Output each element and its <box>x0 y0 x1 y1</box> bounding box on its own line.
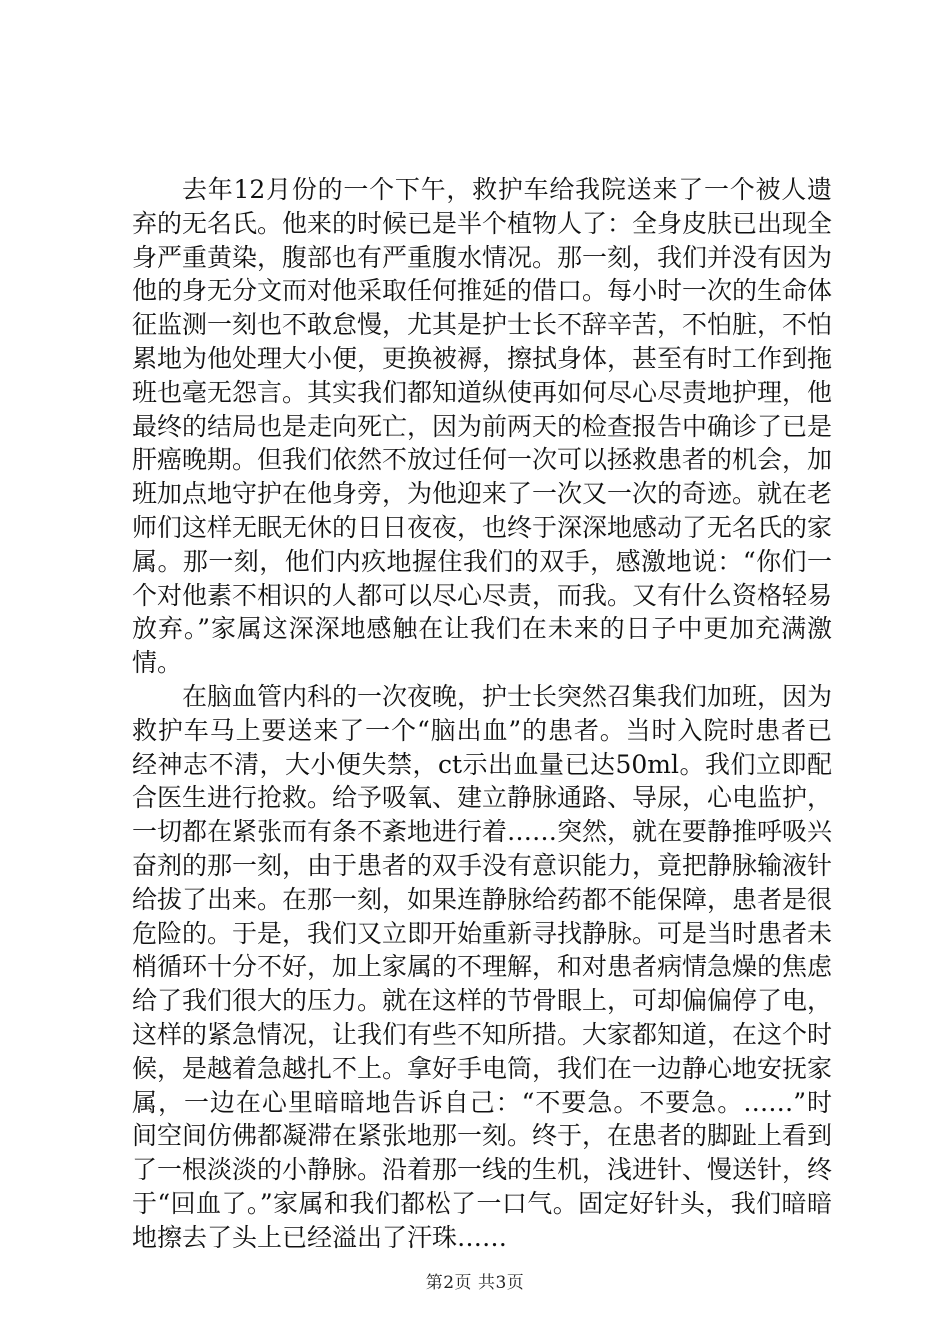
paragraph-1: 去年12月份的一个下午，救护车给我院送来了一个被人遗弃的无名氏。他来的时候已是半个植物人了：全身皮肤已出现全身严重黄染，腹部也有严重腹水情况。那一刻，我们并没有因为他的身无分文而对他采取任何推延的借口。每小时一次的生命体征监测一刻也不敢怠慢，尤其是护士长不辞辛苦，不怕脏，不怕累地为他处理大小便，更换被褥，擦拭身体，甚至有时工作到拖班也毫无怨言。其实我们都知道纵使再如何尽心尽责地护理，他最终的结局也是走向死亡，因为前两天的检查报告中确诊了已是肝癌晚期。但我们依然不放过任何一次可以拯救患者的机会，加班加点地守护在他身旁，为他迎来了一次又一次的奇迹。就在老师们这样无眠无休的日日夜夜，也终于深深地感动了无名氏的家属。那一刻，他们内疚地握住我们的双手，感激地说：“你们一个对他素不相识的人都可以尽心尽责，而我。又有什么资格轻易放弃。”家属这深深地感触在让我们在未来的日子中更加充满激情。 <box>132 175 833 678</box>
paragraph-2: 在脑血管内科的一次夜晚，护士长突然召集我们加班，因为救护车马上要送来了一个“脑出血”的患者。当时入院时患者已经神志不清，大小便失禁，ct示出血量已达50ml。我们立即配合医生进行抢救。给予吸氧、建立静脉通路、导尿，心电监护，一切都在紧张而有条不紊地进行着……突然，就在要静推呼吸兴奋剂的那一刻，由于患者的双手没有意识能力，竟把静脉输液针给拔了出来。在那一刻，如果连静脉给药都不能保障，患者是很危险的。于是，我们又立即开始重新寻找静脉。可是当时患者未梢循环十分不好，加上家属的不理解，和对患者病情急燥的焦虑给了我们很大的压力。就在这样的节骨眼上，可却偏偏停了电，这样的紧急情况，让我们有些不知所措。大家都知道，在这个时候，是越着急越扎不上。拿好手电筒，我们在一边静心地安抚家属，一边在心里暗暗地告诉自己：“不要急。不要急。……”时间空间仿佛都凝滞在紧张地那一刻。终于，在患者的脚趾上看到了一根淡淡的小静脉。沿着那一线的生机，浅进针、慢送针，终于“回血了。”家属和我们都松了一口气。固定好针头，我们暗暗地擦去了头上已经溢出了汗珠…… <box>132 681 833 1252</box>
document-body <box>132 173 832 1255</box>
page-footer: 第2页 共3页 <box>425 1273 525 1293</box>
